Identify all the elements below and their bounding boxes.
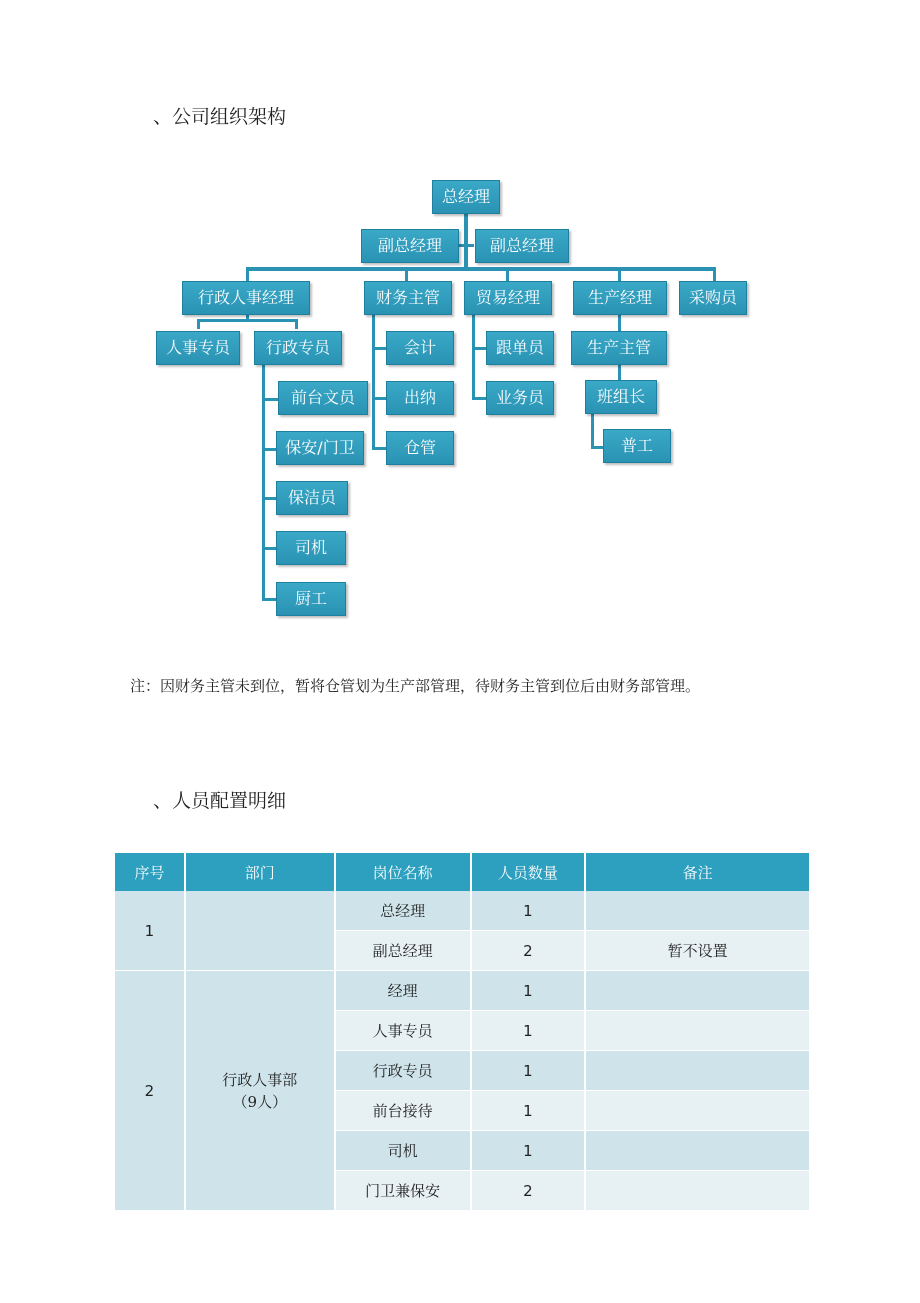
cell-department: [185, 971, 335, 1211]
connector-line: [618, 364, 621, 380]
connector-line: [591, 412, 594, 448]
cell-index: 2: [115, 971, 185, 1211]
org-box-worker: 普工: [603, 429, 671, 463]
cell-count: 1: [471, 891, 586, 931]
table-header-row: [115, 853, 810, 891]
connector-line: [295, 319, 298, 329]
cell-position: 司机: [335, 1131, 471, 1171]
org-box-cashier: 出纳: [386, 381, 454, 415]
org-box-reception: 前台文员: [278, 381, 368, 415]
connector-line: [472, 313, 475, 400]
org-box-driver: 司机: [276, 531, 346, 565]
connector-line: [372, 313, 375, 450]
header-department: 部门: [185, 853, 335, 891]
org-box-production-supervisor: 生产主管: [571, 331, 667, 365]
cell-department: [185, 891, 335, 971]
cell-count: 1: [471, 971, 586, 1011]
dept-name: 行政人事部: [222, 1070, 298, 1089]
cell-count: 1: [471, 1051, 586, 1091]
org-box-general-manager: 总经理: [432, 180, 500, 214]
org-box-team-leader: 班组长: [585, 380, 657, 414]
cell-position: 经理: [335, 971, 471, 1011]
org-box-production-manager: 生产经理: [573, 281, 667, 315]
staffing-heading: 、人员配置明细: [153, 790, 287, 812]
table-row: [115, 971, 810, 1011]
cell-position: 前台接待: [335, 1091, 471, 1131]
org-box-cook: 厨工: [276, 582, 346, 616]
cell-index: 1: [115, 891, 185, 971]
cell-count: 2: [471, 931, 586, 971]
cell-remark: 暂不设置: [585, 931, 810, 971]
org-box-admin-specialist: 行政专员: [254, 331, 342, 365]
org-box-hr-specialist: 人事专员: [156, 331, 240, 365]
cell-count: 1: [471, 1091, 586, 1131]
org-box-vice-gm: 副总经理: [475, 229, 569, 263]
org-box-salesman: 业务员: [486, 381, 554, 415]
connector-line: [197, 319, 297, 322]
connector-line: [464, 212, 468, 268]
connector-line: [372, 447, 386, 450]
connector-line: [246, 267, 716, 271]
cell-count: 2: [471, 1171, 586, 1211]
org-chart-heading: 、公司组织架构: [153, 106, 287, 128]
org-box-admin-hr-manager: 行政人事经理: [182, 281, 310, 315]
connector-line: [618, 313, 621, 332]
cell-count: 1: [471, 1011, 586, 1051]
org-box-vice-gm: 副总经理: [361, 229, 459, 263]
org-box-merchandiser: 跟单员: [486, 331, 554, 365]
table-row: [115, 891, 810, 931]
org-chart-note: 注：因财务主管未到位，暂将仓管划为生产部管理，待财务主管到位后由财务部管理。: [130, 677, 701, 695]
org-box-cleaner: 保洁员: [276, 481, 348, 515]
connector-line: [405, 267, 408, 281]
connector-line: [472, 397, 486, 400]
cell-remark: [585, 1171, 810, 1211]
connector-line: [197, 319, 200, 329]
connector-line: [262, 398, 278, 401]
connector-line: [246, 267, 249, 281]
header-count: 人员数量: [471, 853, 586, 891]
cell-position: 门卫兼保安: [335, 1171, 471, 1211]
connector-line: [506, 267, 509, 281]
header-remark: 备注: [585, 853, 810, 891]
org-box-trade-manager: 贸易经理: [464, 281, 552, 315]
cell-position: 人事专员: [335, 1011, 471, 1051]
cell-position: 副总经理: [335, 931, 471, 971]
connector-line: [458, 244, 474, 247]
org-box-warehouse: 仓管: [386, 431, 454, 465]
cell-position: 总经理: [335, 891, 471, 931]
header-position: 岗位名称: [335, 853, 471, 891]
connector-line: [472, 347, 486, 350]
org-box-security: 保安/门卫: [276, 431, 364, 465]
org-box-accountant: 会计: [386, 331, 454, 365]
dept-count: （9人）: [232, 1092, 288, 1111]
connector-line: [372, 347, 386, 350]
cell-position: 行政专员: [335, 1051, 471, 1091]
cell-remark: [585, 1091, 810, 1131]
staffing-table: [115, 853, 811, 1211]
cell-remark: [585, 891, 810, 931]
org-box-purchaser: 采购员: [679, 281, 747, 315]
cell-remark: [585, 1051, 810, 1091]
connector-line: [713, 267, 716, 281]
connector-line: [372, 397, 386, 400]
cell-remark: [585, 1011, 810, 1051]
org-box-finance-supervisor: 财务主管: [364, 281, 452, 315]
cell-remark: [585, 1131, 810, 1171]
cell-remark: [585, 971, 810, 1011]
connector-line: [618, 267, 621, 281]
cell-count: 1: [471, 1131, 586, 1171]
header-index: 序号: [115, 853, 185, 891]
